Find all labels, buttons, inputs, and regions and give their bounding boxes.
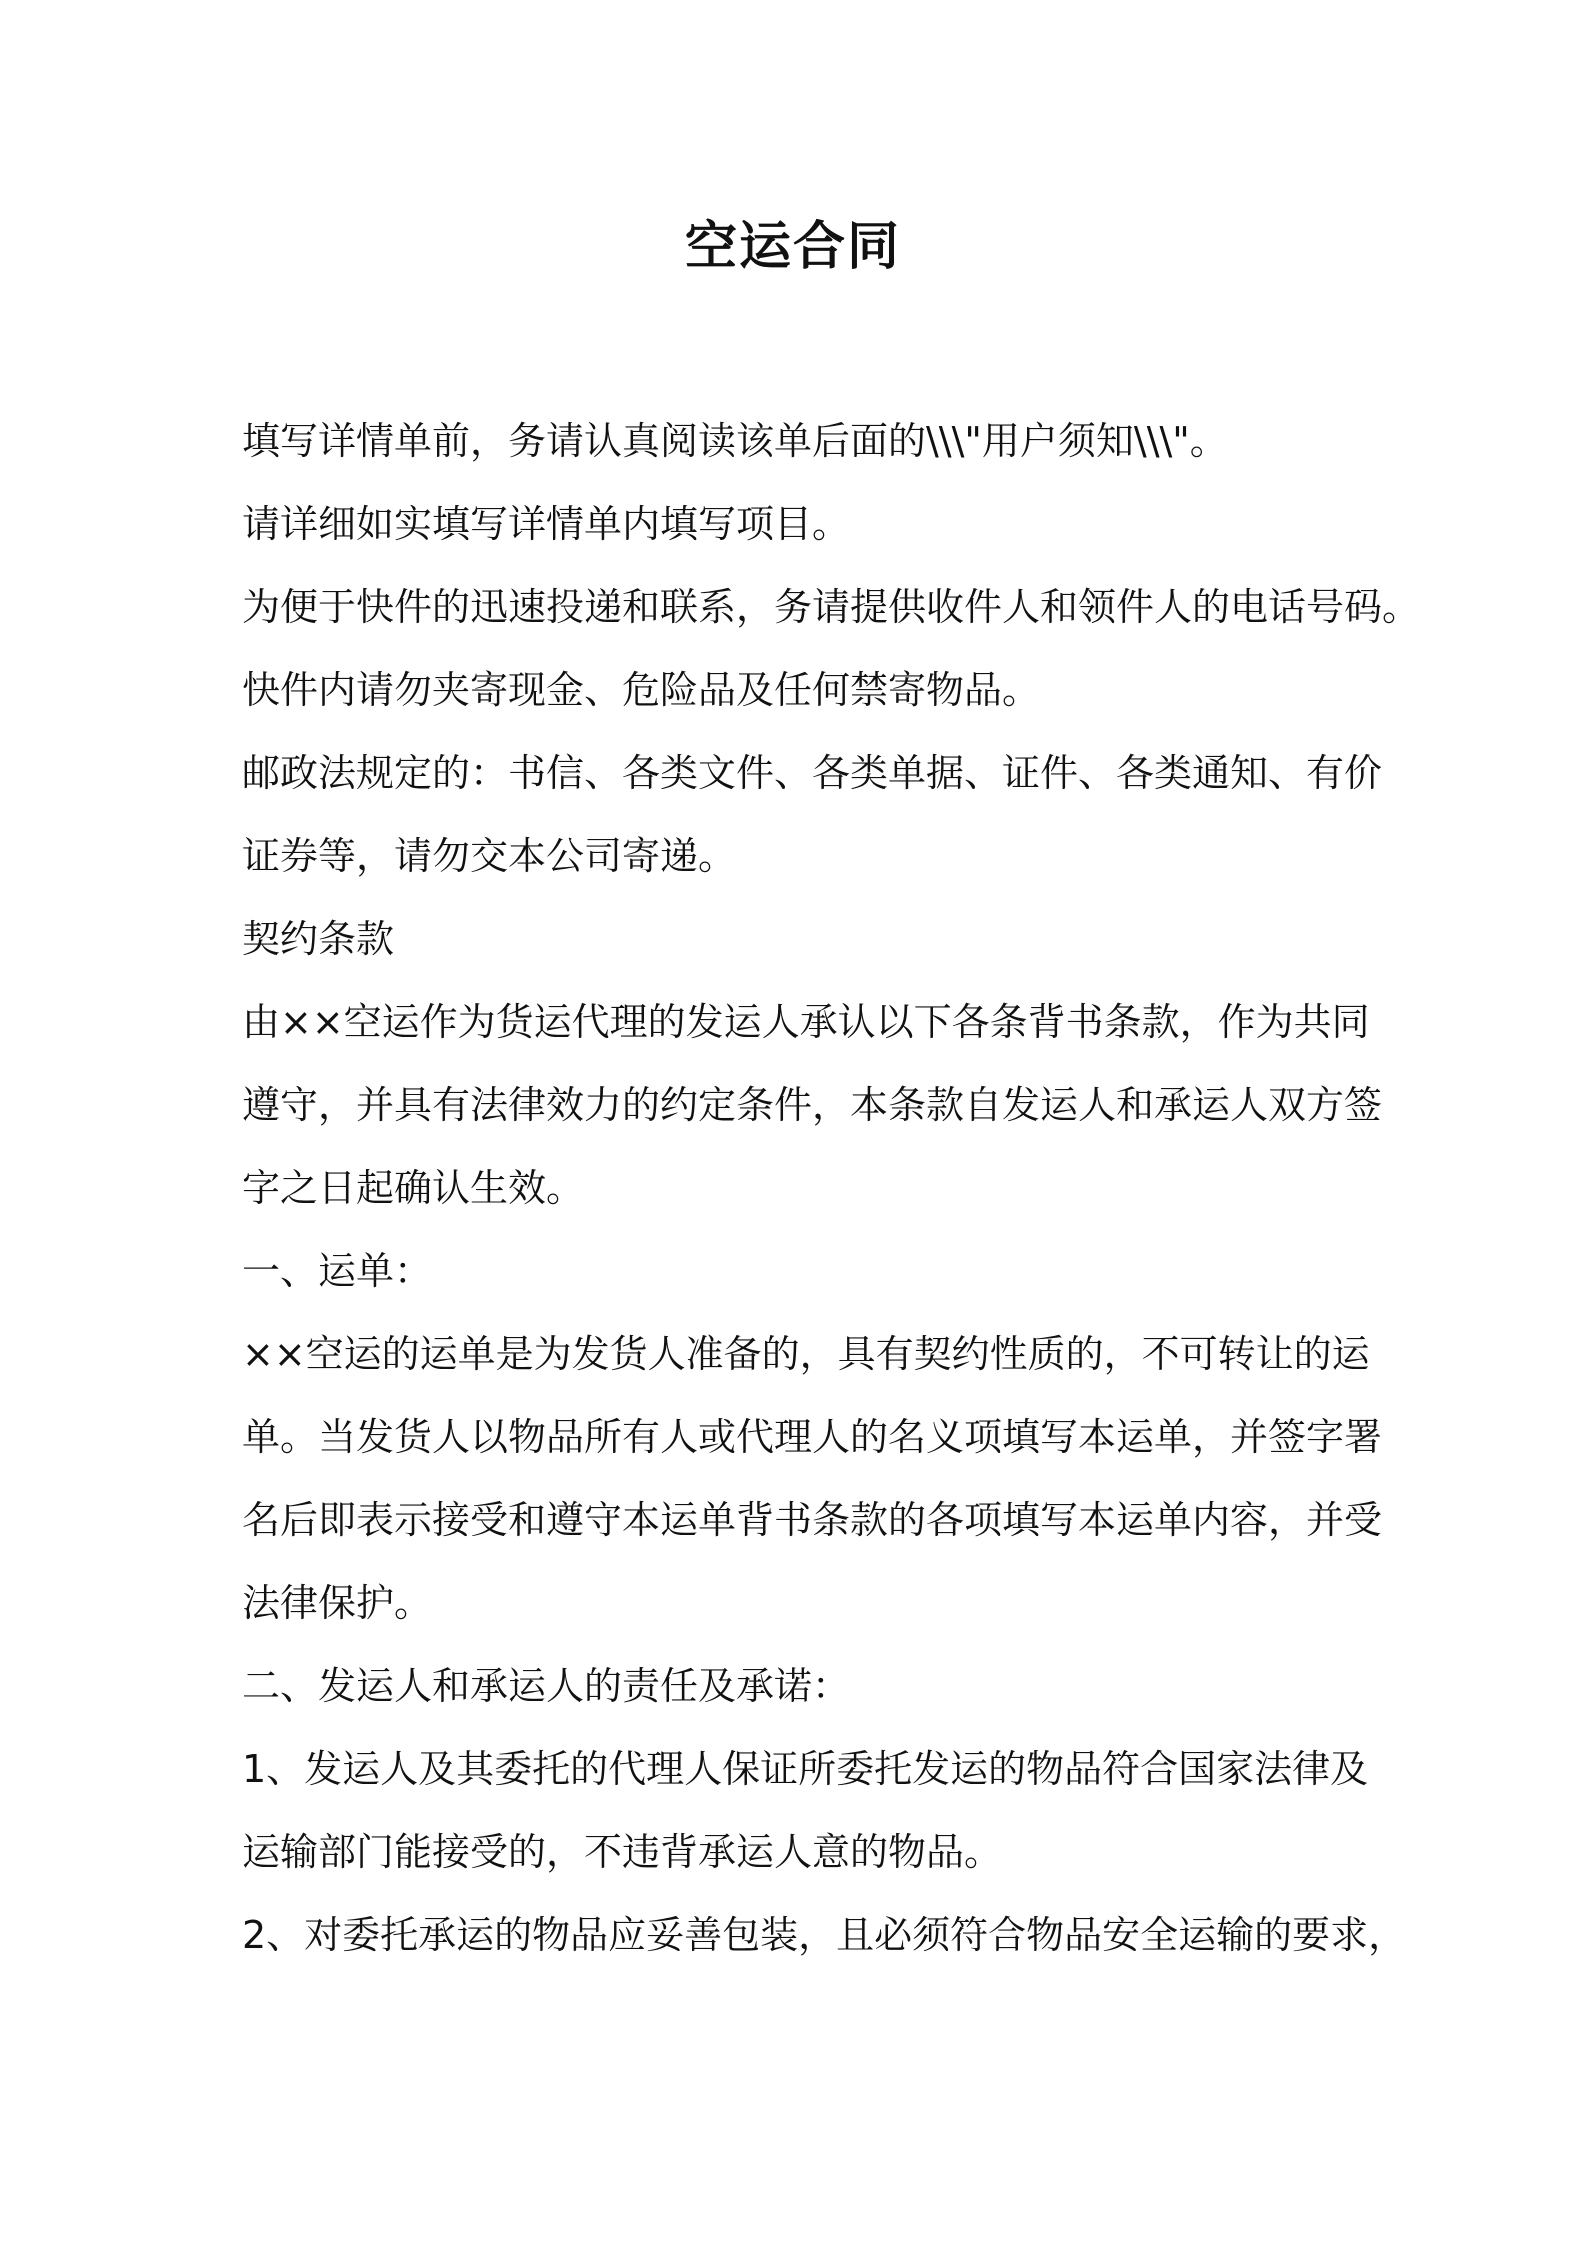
document-body: [242, 400, 1421, 1977]
section-heading: 一、运单：: [242, 1249, 433, 1293]
body-line: 填写详情单前，务请认真阅读该单后面的\\\"用户须知\\\"。: [242, 419, 1228, 463]
section-heading: 二、发运人和承运人的责任及承诺：: [242, 1664, 851, 1708]
body-line: 由××空运作为货运代理的发运人承认以下各条背书条款，作为共同: [242, 1000, 1370, 1044]
section-heading: 契约条款: [242, 917, 395, 961]
body-line: 快件内请勿夹寄现金、危险品及任何禁寄物品。: [242, 668, 1041, 712]
body-line: 字之日起确认生效。: [242, 1166, 585, 1210]
body-line: 2、对委托承运的物品应妥善包装，且必须符合物品安全运输的要求，: [242, 1913, 1407, 1957]
body-line: 1、发运人及其委托的代理人保证所委托发运的物品符合国家法律及: [242, 1747, 1369, 1791]
body-line: 证券等，请勿交本公司寄递。: [242, 834, 737, 878]
body-line: 为便于快件的迅速投递和联系，务请提供收件人和领件人的电话号码。: [242, 585, 1421, 629]
body-line: 请详细如实填写详情单内填写项目。: [242, 502, 851, 546]
document-title: 空运合同: [684, 217, 901, 277]
body-line: 名后即表示接受和遵守本运单背书条款的各项填写本运单内容，并受: [242, 1498, 1383, 1542]
body-line: 法律保护。: [242, 1581, 433, 1625]
body-line: ××空运的运单是为发货人准备的，具有契约性质的，不可转让的运: [242, 1332, 1370, 1376]
body-line: 遵守，并具有法律效力的约定条件，本条款自发运人和承运人双方签: [242, 1083, 1383, 1127]
body-line: 邮政法规定的：书信、各类文件、各类单据、证件、各类通知、有价: [242, 751, 1383, 795]
body-line: 运输部门能接受的，不违背承运人意的物品。: [242, 1830, 1003, 1874]
body-line: 单。当发货人以物品所有人或代理人的名义项填写本运单，并签字署: [242, 1415, 1383, 1459]
